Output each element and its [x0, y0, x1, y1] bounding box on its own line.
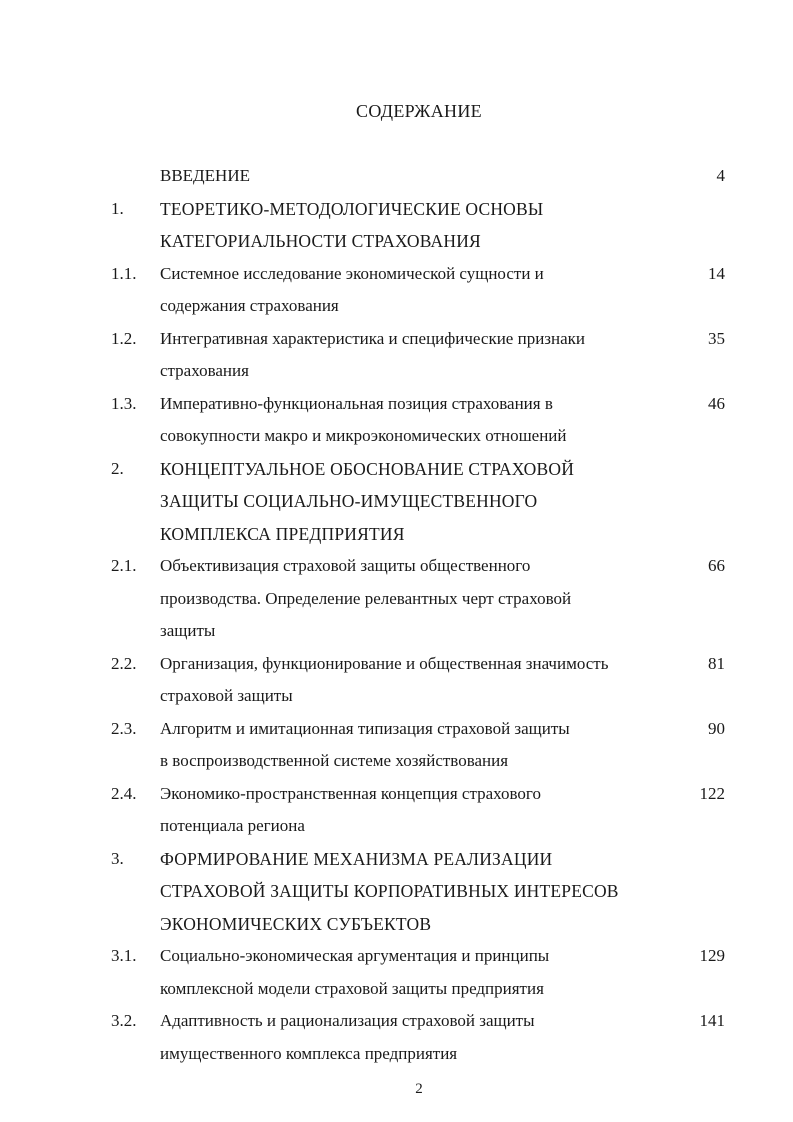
toc-entry-title-line: Объективизация страховой защиты общественного — [160, 556, 531, 575]
toc-entry — [0, 713, 793, 778]
toc-entry-title — [160, 843, 680, 941]
toc-entry-title-line: комплексной модели страховой защиты предприятия — [160, 978, 544, 998]
toc-entry-title-line: Интегративная характеристика и специфические признаки — [160, 328, 586, 348]
toc-entry-title — [160, 388, 680, 453]
toc-entry-title-line: Алгоритм и имитационная типизация страховой защиты — [160, 718, 570, 738]
page-number: 2 — [415, 1081, 423, 1097]
toc-entry-title-line: КОМПЛЕКСА ПРЕДПРИЯТИЯ — [160, 523, 405, 544]
toc-entry-title-line: Системное исследование экономической сущности и — [160, 263, 544, 283]
toc-entry — [0, 550, 793, 648]
toc-entry-number: 2.3. — [111, 718, 137, 738]
toc-entry-title-line: Экономико-пространственная концепция страхового — [160, 783, 541, 803]
toc-entry-page: 66 — [708, 556, 725, 575]
toc-entry-number: 1.1. — [111, 263, 137, 283]
toc-entry-title — [160, 453, 680, 551]
toc-entry — [0, 1005, 793, 1070]
toc-entry-title-line: содержания страхования — [160, 296, 339, 315]
toc-entry-title-line: Адаптивность и рационализация страховой защиты — [160, 1011, 535, 1030]
toc-entry-title — [160, 1005, 680, 1070]
toc-entry-page: 122 — [699, 783, 725, 803]
toc-entry-title — [160, 160, 680, 193]
toc-entry-number: 2.4. — [111, 783, 137, 803]
toc-entry-title-line: КОНЦЕПТУАЛЬНОЕ ОБОСНОВАНИЕ СТРАХОВОЙ — [160, 458, 575, 479]
toc-entry-number: 2. — [111, 458, 124, 478]
toc-entry-title — [160, 550, 680, 648]
toc-entry-title — [160, 648, 680, 713]
toc-entry-title-line: имущественного комплекса предприятия — [160, 1043, 458, 1063]
toc-entry-page: 14 — [708, 263, 725, 283]
toc-entry-number: 3. — [111, 848, 124, 868]
toc-entry — [0, 258, 793, 323]
toc-entry-title-line: ЗАЩИТЫ СОЦИАЛЬНО-ИМУЩЕСТВЕННОГО — [160, 491, 538, 511]
toc-entry-title-line: КАТЕГОРИАЛЬНОСТИ СТРАХОВАНИЯ — [160, 231, 481, 251]
toc-entry — [0, 940, 793, 1005]
toc-entry — [0, 323, 793, 388]
toc-entry-page: 141 — [699, 1011, 725, 1030]
toc-entry — [0, 843, 793, 941]
toc-entry-title-line: СТРАХОВОЙ ЗАЩИТЫ КОРПОРАТИВНЫХ ИНТЕРЕСОВ — [160, 881, 619, 901]
toc-entry-page: 46 — [708, 393, 725, 413]
toc-entry-number: 2.2. — [111, 653, 137, 673]
toc-entry-title-line: ФОРМИРОВАНИЕ МЕХАНИЗМА РЕАЛИЗАЦИИ — [160, 848, 553, 869]
toc-entry-title — [160, 323, 680, 388]
toc-entry-title-line: в воспроизводственной системе хозяйствования — [160, 751, 509, 770]
toc-entry-title-line: Императивно-функциональная позиция страхования в — [160, 393, 553, 413]
toc-entry-title — [160, 778, 680, 843]
toc-entry-page: 81 — [708, 653, 725, 673]
toc-entry-title — [160, 713, 680, 778]
toc-entry — [0, 193, 793, 258]
toc-entry — [0, 453, 793, 551]
table-of-contents — [0, 160, 793, 1070]
toc-entry-number: 3.1. — [111, 946, 137, 965]
toc-entry-page: 129 — [699, 946, 725, 965]
toc-entry-title-line: производства. Определение релевантных черт страховой — [160, 588, 572, 608]
toc-entry-title-line: Организация, функционирование и общественная значимость — [160, 653, 609, 673]
page-title: СОДЕРЖАНИЕ — [356, 101, 482, 121]
toc-entry-title — [160, 940, 680, 1005]
toc-entry-number: 1.2. — [111, 328, 137, 348]
toc-entry-title-line: страховой защиты — [160, 686, 293, 705]
toc-entry-title-line: Социально-экономическая аргументация и принципы — [160, 946, 550, 965]
toc-entry-number: 1.3. — [111, 393, 137, 413]
toc-entry-title-line: ТЕОРЕТИКО-МЕТОДОЛОГИЧЕСКИЕ ОСНОВЫ — [160, 198, 544, 219]
toc-entry-title-line: защиты — [160, 621, 216, 640]
toc-entry — [0, 648, 793, 713]
toc-entry-title-line: ВВЕДЕНИЕ — [160, 166, 250, 185]
toc-entry-number: 2.1. — [111, 556, 137, 575]
toc-entry-page: 35 — [708, 328, 725, 348]
toc-entry-number: 3.2. — [111, 1011, 137, 1030]
toc-entry-title-line: страхования — [160, 361, 249, 380]
toc-entry-page: 90 — [708, 718, 725, 738]
toc-entry-title — [160, 193, 680, 258]
toc-entry-title — [160, 258, 680, 323]
toc-entry — [0, 160, 793, 193]
toc-entry-title-line: ЭКОНОМИЧЕСКИХ СУБЪЕКТОВ — [160, 913, 432, 934]
toc-entry — [0, 778, 793, 843]
toc-entry-title-line: совокупности макро и микроэкономических отношений — [160, 426, 567, 445]
toc-entry — [0, 388, 793, 453]
toc-entry-title-line: потенциала региона — [160, 816, 305, 835]
toc-entry-number: 1. — [111, 198, 124, 218]
toc-entry-page: 4 — [716, 166, 725, 185]
